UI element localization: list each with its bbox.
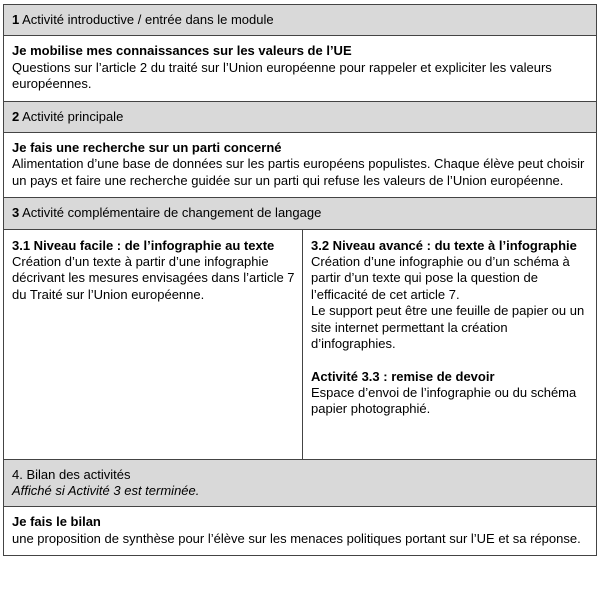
activity-table (3, 4, 597, 556)
section-1-header (4, 5, 596, 36)
section-3-number: 3 (12, 205, 20, 221)
section-2-title: Activité principale (22, 108, 124, 124)
section-3-title: Activité complémentaire de changement de langage (22, 205, 322, 221)
section-2-heading: Je fais une recherche sur un parti concerné (12, 140, 282, 156)
section-1-title: Activité introductive / entrée dans le module (22, 12, 274, 27)
section-4-subtitle: Affiché si Activité 3 est terminée. (12, 483, 200, 499)
level-easy-text: Création d’un texte à partir d’une infographie décrivant les mesures envisagées dans l’article 7 du Traité sur l’Union européenne. (12, 254, 295, 302)
section-2-text: Alimentation d’une base de données sur les partis européens populistes. Chaque élève peut choisir un pays et faire une recherche guidée sur un parti qui refuse les valeurs de l’Union européenne. (12, 156, 585, 188)
section-1-text: Questions sur l’article 2 du traité sur l’Union européenne pour rappeler et expliciter les valeurs européennes. (12, 59, 552, 92)
level-advanced-text-2: Le support peut être une feuille de papier ou un site internet permettant la création d’infographies. (311, 303, 585, 352)
section-2-number: 2 (12, 108, 20, 124)
homework-heading: Activité 3.3 : remise de devoir (311, 368, 495, 384)
section-3-columns (4, 230, 596, 460)
section-1-body (4, 36, 596, 101)
section-4-text: une proposition de synthèse pour l’élève sur les menaces politiques portant sur l’UE et sa réponse. (12, 530, 581, 546)
level-advanced-text-1: Création d’une infographie ou d’un schéma à partir d’un texte qui pose la question de l’efficacité de cet article 7. (311, 254, 570, 302)
level-easy-heading: 3.1 Niveau facile : de l’infographie au texte (12, 237, 275, 253)
section-1-number: 1 (12, 12, 20, 27)
level-advanced-cell (303, 230, 596, 459)
section-4-header (4, 460, 596, 508)
section-2-body (4, 133, 596, 198)
section-4-heading: Je fais le bilan (12, 514, 101, 530)
section-1-heading: Je mobilise mes connaissances sur les valeurs de l’UE (12, 43, 352, 59)
section-4-title: 4. Bilan des activités (12, 466, 131, 482)
homework-text: Espace d’envoi de l’infographie ou du schéma papier photographié. (311, 384, 577, 417)
section-2-header (4, 102, 596, 133)
section-3-header (4, 198, 596, 229)
section-4-body (4, 507, 596, 555)
level-easy-cell (4, 230, 303, 459)
level-advanced-heading: 3.2 Niveau avancé : du texte à l’infographie (311, 237, 577, 253)
